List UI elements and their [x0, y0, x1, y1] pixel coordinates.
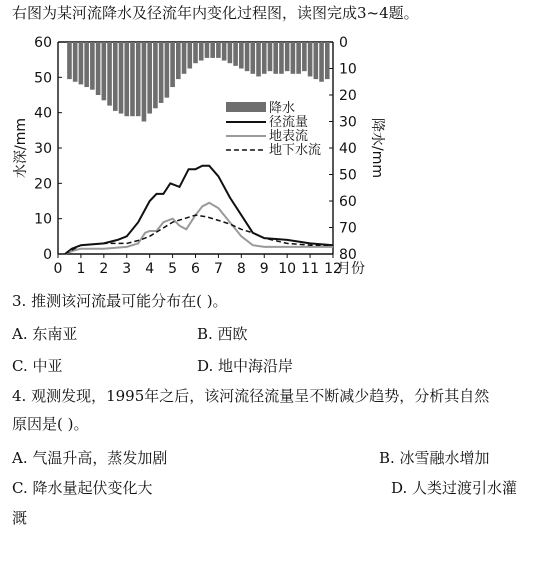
y-left-title: 水深/mm	[13, 118, 29, 178]
precip-bar	[176, 42, 181, 79]
right-tick-label: 10	[339, 61, 357, 78]
precip-bar	[96, 42, 101, 95]
legend-label-1: 地表流	[269, 129, 309, 144]
precip-bar	[67, 42, 72, 79]
precip-bar	[159, 42, 164, 103]
series-line-1	[65, 203, 333, 254]
precip-bar	[256, 42, 261, 76]
precip-bar	[314, 42, 319, 79]
x-tick-label: 4	[145, 261, 155, 277]
q3-option-a[interactable]: A. 东南亚	[12, 325, 78, 343]
precip-bar	[228, 42, 233, 63]
precip-bar	[325, 42, 330, 79]
precip-bar	[279, 42, 284, 74]
right-tick-label: 80	[339, 247, 357, 263]
x-tick-label: 10	[278, 261, 297, 277]
x-tick-label: 3	[122, 261, 132, 277]
precip-bar	[268, 42, 273, 71]
x-tick-label: 5	[168, 261, 178, 277]
right-tick-label: 40	[339, 141, 357, 157]
x-tick-label: 2	[99, 261, 109, 277]
left-tick-label: 20	[34, 176, 52, 193]
precip-bar	[199, 42, 204, 61]
right-tick-label: 70	[339, 220, 357, 237]
left-tick-label: 40	[34, 105, 52, 122]
precip-bar	[124, 42, 129, 116]
q3-stem: 3. 推测该河流最可能分布在( )。	[12, 292, 228, 310]
left-tick-label: 30	[34, 141, 52, 157]
x-tick-label: 6	[191, 261, 200, 277]
precip-bar	[210, 42, 215, 58]
right-tick-label: 60	[339, 194, 357, 210]
precip-bar	[193, 42, 198, 63]
precip-bar	[222, 42, 227, 61]
precip-bar	[165, 42, 170, 98]
precip-bar	[119, 42, 124, 114]
precip-bar	[285, 42, 290, 71]
runoff-lines	[65, 166, 333, 254]
precip-bar	[216, 42, 221, 58]
right-tick-label: 20	[339, 88, 357, 104]
right-tick-label: 30	[339, 114, 357, 131]
right-tick-label: 50	[339, 167, 357, 184]
x-tick-label: 11	[301, 261, 319, 277]
q4-option-a[interactable]: A. 气温升高，蒸发加剧	[12, 449, 168, 467]
precip-bar	[239, 42, 244, 69]
precip-bar	[308, 42, 313, 76]
q4-option-c[interactable]: C. 降水量起伏变化大	[12, 479, 153, 497]
precip-bar	[205, 42, 210, 58]
precip-bar	[102, 42, 107, 100]
precip-bar	[250, 42, 255, 74]
x-unit-label: 月份	[337, 261, 365, 277]
precip-bar	[73, 42, 78, 82]
precip-bar	[302, 42, 307, 71]
precip-runoff-chart	[0, 22, 551, 284]
precip-bar	[187, 42, 192, 69]
q4-option-d[interactable]: D. 人类过渡引水灌	[391, 479, 518, 497]
q4-option-b[interactable]: B. 冰雪融水增加	[379, 449, 490, 467]
precip-bar	[79, 42, 84, 84]
left-tick-label: 10	[34, 211, 52, 228]
precip-bar	[291, 42, 296, 74]
precip-bar	[147, 42, 152, 114]
legend-label-precip: 降水	[269, 101, 296, 116]
precip-bar	[233, 42, 238, 66]
x-tick-label: 7	[213, 261, 223, 277]
q4-stem-line1: 4. 观测发现，1995年之后，该河流径流量呈不断减少趋势，分析其自然	[12, 387, 490, 405]
x-tick-label: 12	[324, 261, 342, 277]
precip-bar	[262, 42, 267, 74]
x-tick-label: 9	[259, 261, 269, 277]
x-tick-label: 1	[76, 261, 86, 277]
q3-option-c[interactable]: C. 中亚	[12, 357, 63, 375]
q4-option-d-tail: 溉	[12, 509, 28, 527]
q3-option-b[interactable]: B. 西欧	[197, 325, 248, 343]
precip-bar	[170, 42, 175, 87]
chart-legend	[226, 100, 321, 158]
q3-option-d[interactable]: D. 地中海沿岸	[197, 357, 294, 375]
right-tick-label: 0	[339, 35, 348, 51]
precip-bar	[84, 42, 89, 87]
legend-swatch-precip	[226, 102, 266, 112]
precip-bar	[136, 42, 141, 116]
legend-label-0: 径流量	[269, 115, 309, 130]
q4-stem-line2: 原因是( )。	[12, 415, 89, 433]
precip-bar	[245, 42, 250, 71]
precip-bar	[182, 42, 187, 74]
precip-bar	[107, 42, 112, 106]
left-tick-label: 0	[43, 247, 52, 263]
precip-bar	[296, 42, 301, 74]
x-tick-label: 0	[53, 261, 63, 277]
precip-bar	[113, 42, 118, 111]
y-right-title: 降水/mm	[369, 118, 385, 178]
precip-bar	[319, 42, 324, 82]
precip-bar	[142, 42, 147, 122]
precip-bar	[153, 42, 158, 108]
left-tick-label: 60	[34, 35, 52, 51]
precip-bar	[90, 42, 95, 90]
question-intro: 右图为某河流降水及径流年内变化过程图，读图完成3~4题。	[12, 4, 419, 22]
legend-label-2: 地下水流	[269, 143, 322, 158]
precip-bar	[273, 42, 278, 74]
x-tick-label: 8	[236, 261, 246, 277]
precip-bar	[130, 42, 135, 116]
left-tick-label: 50	[34, 70, 52, 87]
